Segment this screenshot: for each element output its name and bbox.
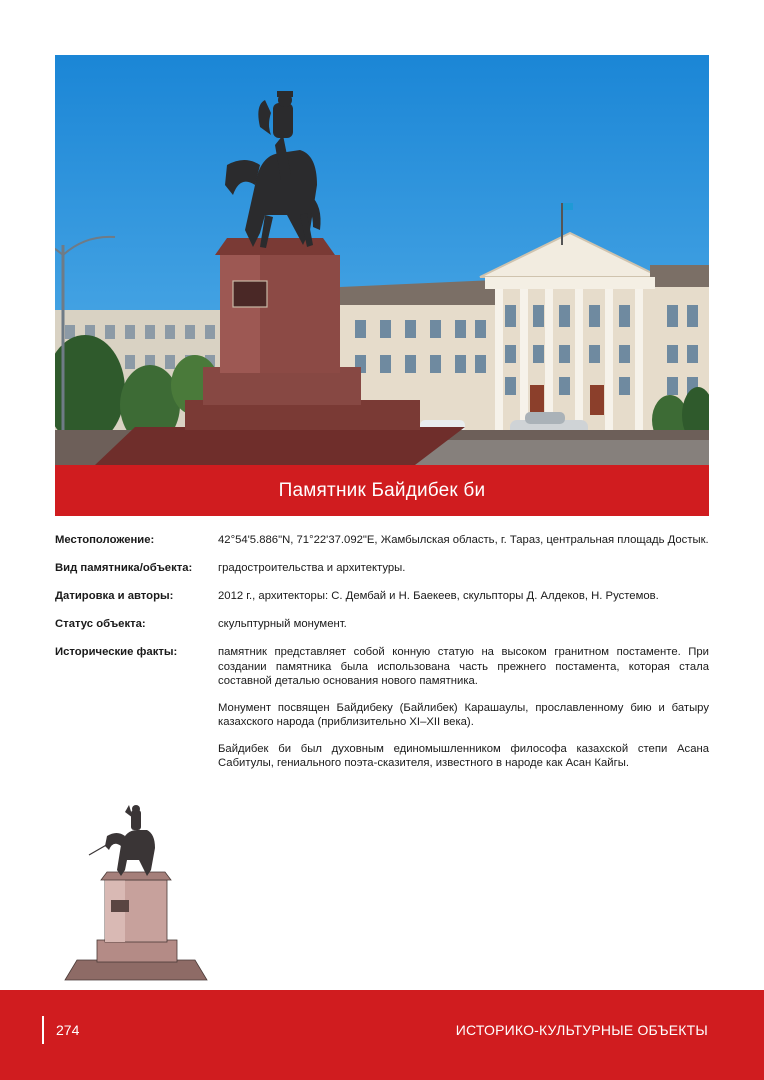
footer-divider bbox=[42, 1016, 44, 1044]
paragraph: Монумент посвящен Байдибеку (Байлибек) Карашаулы, прославленному бию и батыру казахского народа (приблизительно XI–XII века). bbox=[218, 701, 709, 728]
field-label: Датировка и авторы: bbox=[55, 590, 174, 602]
page-number: 274 bbox=[56, 1022, 80, 1038]
field-row bbox=[55, 589, 709, 604]
field-label: Статус объекта: bbox=[55, 618, 146, 630]
field-value: градостроительства и архитектуры. bbox=[218, 562, 406, 574]
monument-title: Памятник Байдибек би bbox=[55, 465, 709, 516]
field-value: 2012 г., архитекторы: С. Дембай и Н. Баекеев, скульпторы Д. Алдеков, Н. Рустемов. bbox=[218, 590, 659, 602]
monument-sketch-image bbox=[55, 800, 215, 985]
info-table bbox=[55, 533, 709, 796]
field-label: Вид памятника/объекта: bbox=[55, 562, 193, 574]
paragraph: Байдибек би был духовным единомышленником философа казахской степи Асана Сабитулы, гениального поэта-сказителя, известного в народе как Асан Кайгы. bbox=[218, 742, 709, 769]
historical-facts-text bbox=[218, 645, 709, 783]
field-row bbox=[55, 617, 709, 632]
section-title: ИСТОРИКО-КУЛЬТУРНЫЕ ОБЪЕКТЫ bbox=[455, 1022, 708, 1038]
field-value: 42°54'5.886"N, 71°22'37.092"E, Жамбылская область, г. Тараз, центральная площадь Достык. bbox=[218, 534, 709, 546]
field-row bbox=[55, 561, 709, 576]
historical-facts-label: Исторические факты: bbox=[55, 646, 178, 658]
field-row bbox=[55, 533, 709, 548]
field-label: Местоположение: bbox=[55, 534, 155, 546]
historical-facts-row bbox=[55, 645, 709, 783]
field-value: скульптурный монумент. bbox=[218, 618, 347, 630]
monument-photo bbox=[55, 55, 709, 465]
paragraph: памятник представляет собой конную статую на высоком гранитном постаменте. При создании памятника была использована часть прежнего постамента, которая стала составной деталью основания нового памятника. bbox=[218, 646, 709, 687]
page-footer bbox=[0, 990, 764, 1080]
